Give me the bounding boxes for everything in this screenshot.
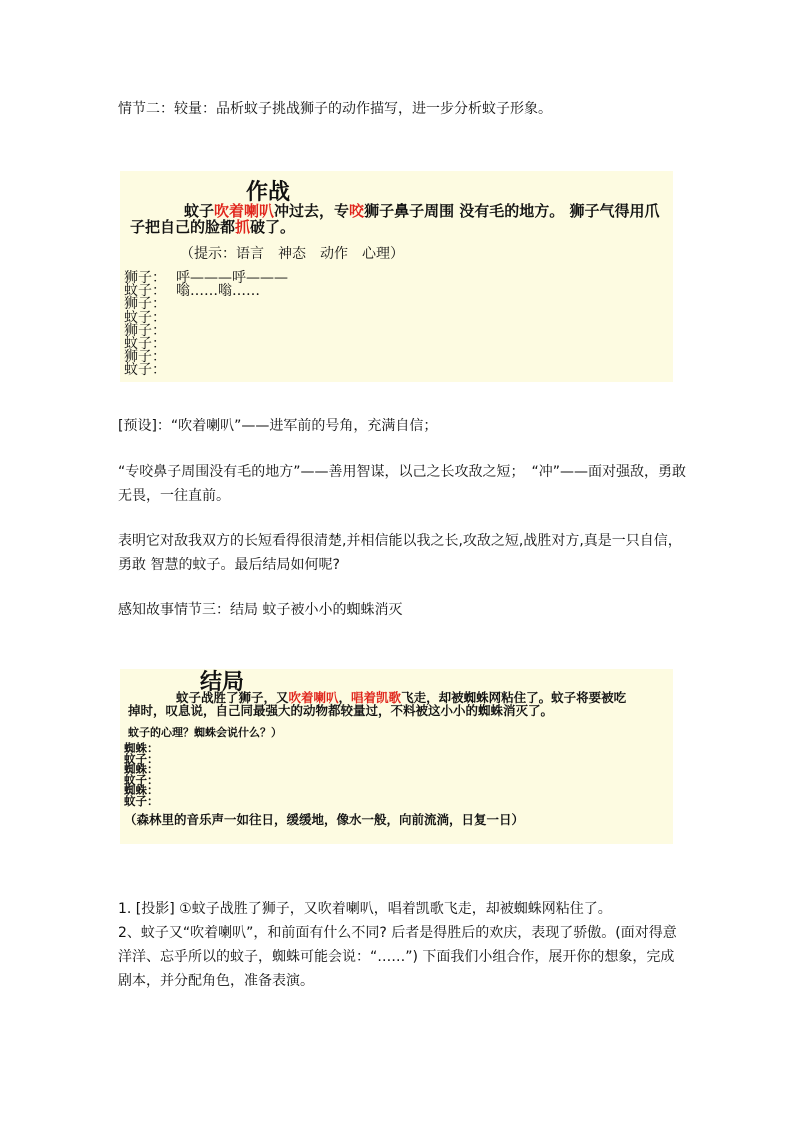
dialogue-row: 蚊子： xyxy=(124,793,159,808)
summary-paragraph: 表明它对敌我双方的长短看得很清楚,并相信能以我之长,攻敌之短,战胜对方,真是一只自信，勇敢 智慧的蚊子。最后结局如何呢? xyxy=(118,533,682,573)
speaker-label: 蚊子： xyxy=(124,336,166,353)
slide-battle xyxy=(120,171,673,382)
highlight-text: 吹着喇叭 xyxy=(288,690,339,705)
dialogue-row: 蜘蛛： xyxy=(124,762,159,777)
dialogue-row: 蚊子： xyxy=(124,751,159,766)
plot-paragraph: 感知故事情节三：结局 蚊子被小小的蜘蛛消灭 xyxy=(118,602,403,618)
speaker-label: 狮子： xyxy=(124,270,166,286)
slide-hint: （提示：语言 神态 动作 心理） xyxy=(180,246,404,262)
speaker-label: 蚊子： xyxy=(124,362,166,379)
passage-text: ， xyxy=(338,690,352,705)
passage-text: 蚊子战胜了狮子，又 xyxy=(176,690,289,705)
speaker-label: 狮子： xyxy=(124,296,166,313)
slide-ending-note: （森林里的音乐声一如往日，缓缓地，像水一般，向前流淌，日复一日） xyxy=(124,812,525,827)
slide-title: 作战 xyxy=(246,179,291,205)
passage-text: 蚊子 xyxy=(184,202,215,220)
speaker-label: 狮子： xyxy=(124,322,166,339)
passage-text: 飞走，却被蜘蛛网粘住了。蚊子将要被吃掉时，叹息说，自己同最强大的动物都较量过，不料被这小小的蜘蛛消灭了。 xyxy=(128,690,627,718)
closing-paragraph-2: 2、蚊子又“吹着喇叭”，和前面有什么不同? 后者是得胜后的欢庆，表现了骄傲。(面对得意洋洋、忘乎所以的蚊子，蜘蛛可能会说：“……”) 下面我们小组合作，展开你的想象，完成剧本，并分配角色，准备表演。 xyxy=(118,925,677,989)
dialogue-cue: 呼———呼——— xyxy=(176,270,288,286)
slide-passage xyxy=(128,691,628,717)
highlight-text: 抓 xyxy=(235,218,251,236)
speaker-label: 狮子： xyxy=(124,349,166,366)
dialogue-row: 蚊子： xyxy=(124,772,159,787)
dialogue-row: 蜘蛛： xyxy=(124,783,159,798)
highlight-text: 唱着凯歌 xyxy=(351,690,402,705)
dialogue-row: 蜘蛛： xyxy=(124,741,159,755)
slide-title: 结局 xyxy=(200,669,245,695)
dialogue-list xyxy=(124,272,288,378)
dialogue-cue: 嗡……嗡…… xyxy=(176,283,260,300)
speaker-label: 蚊子： xyxy=(124,309,166,326)
highlight-text: 吹着喇叭 xyxy=(214,202,275,220)
passage-text: 破了。 xyxy=(250,218,296,236)
slide-hint: 蚊子的心理？蜘蛛会说什么？） xyxy=(128,726,282,739)
slide-ending xyxy=(120,669,673,844)
section-heading: 情节二：较量：品析蚊子挑战狮子的动作描写，进一步分析蚊子形象。 xyxy=(118,101,552,117)
preset-paragraph: [预设]：“吹着喇叭”——进军前的号角，充满自信； xyxy=(118,418,438,434)
dialogue-row xyxy=(124,364,288,377)
highlight-text: 咬 xyxy=(349,202,365,220)
dialogue-list xyxy=(124,743,159,807)
speaker-label: 蚊子： xyxy=(124,283,166,300)
passage-text: 冲过去，专 xyxy=(274,202,350,220)
analysis-paragraph: “专咬鼻子周围没有毛的地方”——善用智谋，以己之长攻敌之短； “冲”——面对强敌，勇敢无畏，一往直前。 xyxy=(118,464,687,504)
slide-passage xyxy=(130,203,666,235)
closing-paragraph-1: 1. [投影] ①蚊子战胜了狮子，又吹着喇叭，唱着凯歌飞走，却被蜘蛛网粘住了。 xyxy=(118,901,612,917)
passage-text: 狮子鼻子周围 没有毛的地方。 狮子气得用爪子把自己的脸都 xyxy=(130,202,660,236)
